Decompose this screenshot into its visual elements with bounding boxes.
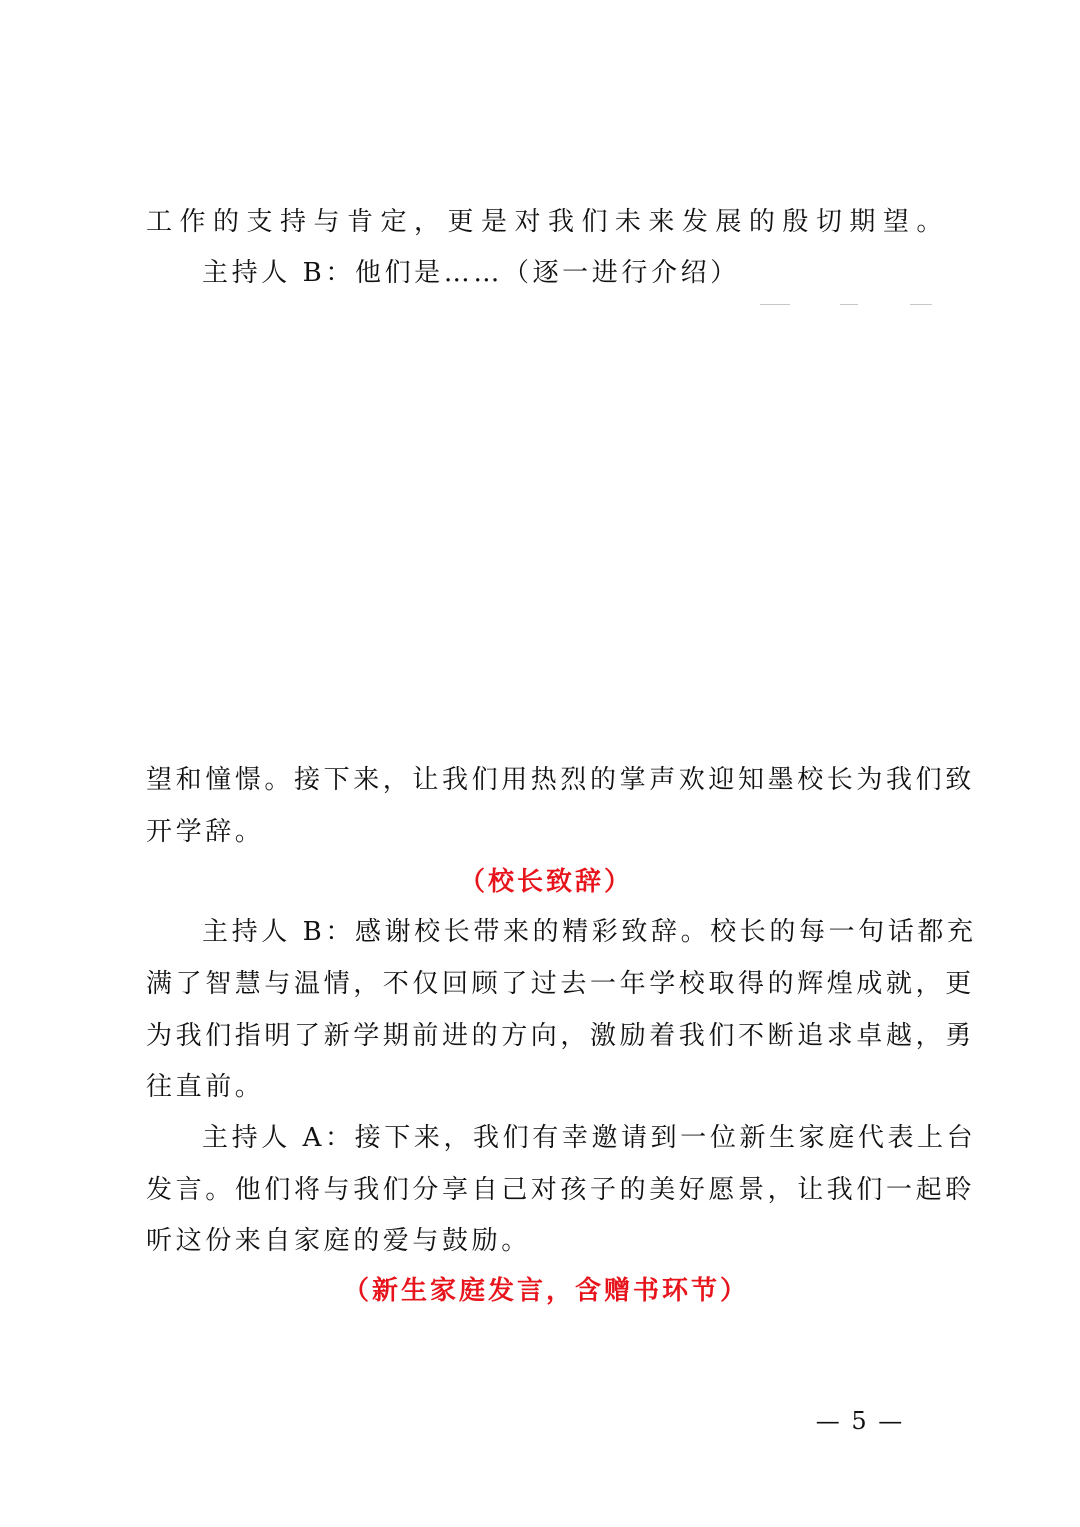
paragraph-line: 为我们指明了新学期前进的方向，激励着我们不断追求卓越，勇	[146, 1021, 975, 1051]
paragraph-line: 工作的支持与肯定，更是对我们未来发展的殷切期望。	[146, 207, 946, 237]
stage-direction-principal-speech: （校长致辞）	[458, 867, 633, 897]
paragraph-line: 主持人 B：他们是……（逐一进行介绍）	[202, 258, 740, 288]
paragraph-line: 发言。他们将与我们分享自己对孩子的美好愿景，让我们一起聆	[146, 1175, 975, 1205]
paragraph-line: 主持人 A：接下来，我们有幸邀请到一位新生家庭代表上台	[202, 1123, 977, 1153]
faint-scan-marks	[760, 300, 940, 314]
stage-direction-family-speech: （新生家庭发言，含赠书环节）	[342, 1276, 749, 1306]
paragraph-line: 开学辞。	[146, 817, 265, 847]
paragraph-line: 往直前。	[146, 1072, 265, 1102]
page-number: — 5 —	[815, 1407, 905, 1435]
paragraph-line: 满了智慧与温情，不仅回顾了过去一年学校取得的辉煌成就，更	[146, 969, 975, 999]
paragraph-line: 听这份来自家庭的爱与鼓励。	[146, 1226, 531, 1256]
paragraph-line: 望和憧憬。接下来，让我们用热烈的掌声欢迎知墨校长为我们致	[146, 765, 975, 795]
paragraph-line: 主持人 B：感谢校长带来的精彩致辞。校长的每一句话都充	[202, 917, 977, 947]
